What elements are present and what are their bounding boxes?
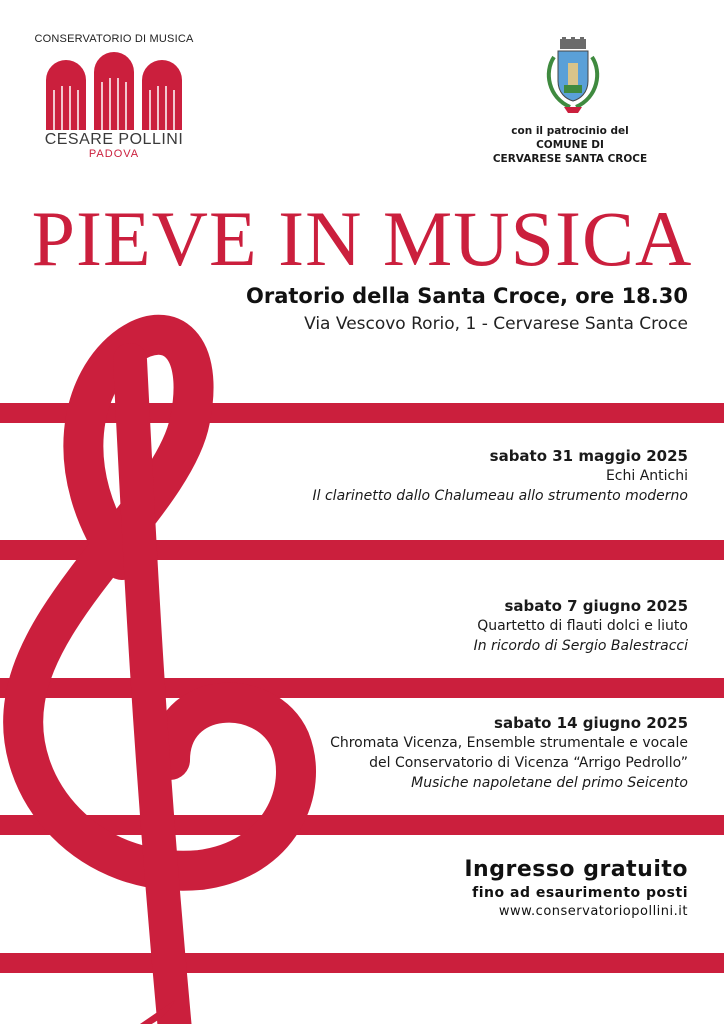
logo-top-label: CONSERVATORIO DI MUSICA <box>34 33 194 45</box>
event-item <box>313 446 688 506</box>
event-subtitle: Il clarinetto dallo Chalumeau allo strumento moderno <box>312 488 688 504</box>
venue-name: Oratorio della Santa Croce, ore 18.30 <box>246 284 688 308</box>
event-title: del Conservatorio di Vicenza “Arrigo Pedrollo” <box>369 755 688 771</box>
event-title: Chromata Vicenza, Ensemble strumentale e vocale <box>330 735 688 751</box>
entry-info <box>464 856 688 922</box>
event-subtitle: In ricordo di Sergio Balestracci <box>473 638 688 654</box>
logo-name: CESARE POLLINI <box>44 131 184 148</box>
patronage-line: CERVARESE SANTA CROCE <box>492 153 648 165</box>
municipal-crest-icon <box>540 37 606 117</box>
patronage-line: con il patrocinio del <box>511 125 629 137</box>
poster-title: PIEVE IN MUSICA <box>31 195 693 282</box>
logo-city: PADOVA <box>88 148 140 160</box>
event-item <box>330 713 688 793</box>
conservatorio-logo <box>34 33 194 160</box>
patronage-line: COMUNE DI <box>536 139 604 151</box>
organ-arches-icon <box>41 50 187 130</box>
entry-free: Ingresso gratuito <box>464 857 688 882</box>
event-title: Echi Antichi <box>605 468 688 484</box>
event-date: sabato 14 giugno 2025 <box>494 714 688 732</box>
event-item <box>474 596 688 656</box>
patronage-text <box>470 124 670 166</box>
event-date: sabato 7 giugno 2025 <box>504 597 688 615</box>
event-title: Quartetto di flauti dolci e liuto <box>477 618 688 634</box>
event-subtitle: Musiche napoletane del primo Seicento <box>411 775 688 791</box>
event-date: sabato 31 maggio 2025 <box>489 447 688 465</box>
venue-address: Via Vescovo Rorio, 1 - Cervarese Santa Croce <box>304 314 688 334</box>
entry-note: fino ad esaurimento posti <box>472 885 688 901</box>
website-link[interactable]: www.conservatoriopollini.it <box>498 904 688 919</box>
